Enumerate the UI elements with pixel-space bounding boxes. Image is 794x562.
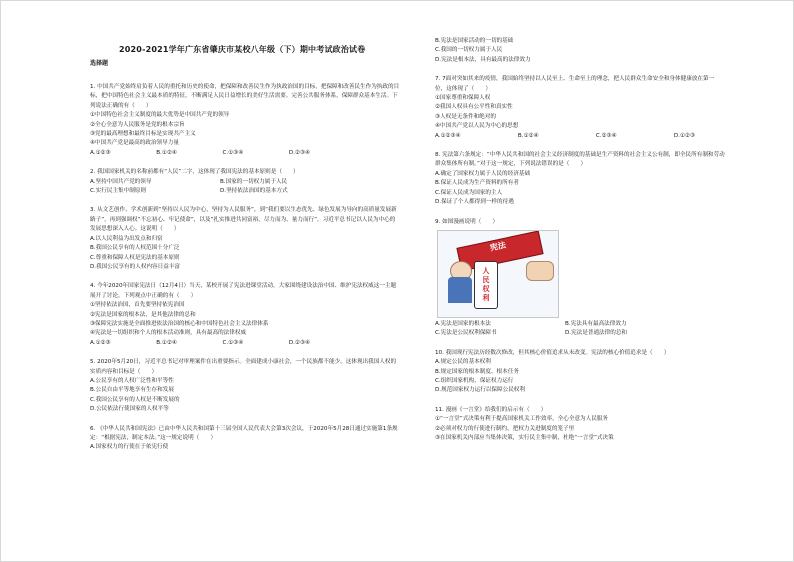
option: ②必须对权力的行使进行制约，把权力关进制度的笼子里: [435, 425, 575, 432]
choice-b[interactable]: B.规定国家的根本制度、根本任务: [435, 368, 519, 375]
choice-d[interactable]: D.宪法是普通法律的总和: [565, 330, 628, 337]
question-stem: 4. 今年2020年国家宪法日（12月4日）当天，某校开展了宪法进课堂活动，大家围绕建设法治中国、维护宪法权威这一主题展开了讨论。下列观点中正确的有（ ）: [90, 283, 397, 299]
right-column: [435, 37, 725, 443]
book-label: 宪法: [489, 240, 507, 253]
question-stem: 6. 《中华人民共和国宪法》已由中华人民共和国第十三届全国人民代表大会第3次会议，于2020年5月28日通过实施第1条规定：“根据宪法，制定本法。”这一规定说明（ ）: [90, 425, 398, 441]
choice-c[interactable]: C.②③④: [595, 132, 617, 139]
option: ①中国特色社会主义制度的最大优势是中国共产党的领导: [90, 112, 230, 119]
choice-b[interactable]: B.保证人民成为生产资料的所有者: [435, 180, 519, 187]
question-10: [435, 349, 725, 396]
question-11: [435, 406, 725, 444]
choice-b[interactable]: B.公民自由平等地享有生存和发展: [90, 387, 174, 394]
option: ②我国人权具有公平性和真实性: [435, 104, 513, 111]
question-4: [90, 282, 400, 348]
option-row: [435, 320, 695, 329]
choice-c[interactable]: C.尊重和保障人权是宪法的基本原则: [90, 254, 180, 261]
left-column: [90, 83, 400, 453]
option: ④宪法是一切组织和个人的根本活动准则，具有最高的法律权威: [90, 330, 247, 337]
choice-c[interactable]: C.宪法是公民权利保障书: [435, 330, 497, 337]
option: ③党的最高理想和最终目标是实现共产主义: [90, 131, 196, 138]
sign-char: 权: [482, 284, 490, 293]
sign-char: 人: [482, 266, 490, 275]
question-stem: 1. 中国共产党始终肩负着人民的重托和历史的使命，把保障和改善民生作为执政治国的目标，把保障和改善民生作为执政的目标，把中国特色社会主义最本质的特征，不断满足人民日益增长的美好生活需要。完善公共服务体系，保障群众基本生活。下列说法正确的有（ ）: [90, 84, 400, 109]
hand-icon: [526, 261, 554, 281]
choice-a[interactable]: A.以人民利益为出发点和归宿: [90, 235, 163, 242]
option: ④中国共产党是最高的政治领导力量: [90, 140, 179, 147]
question-stem: 3. 从文艺创作、学术创新到“坚持以人民为中心，坚持为人民服务”，到“我们要以生态优先、绿色发展为导向的高质量发展新路子”，再到强调权“不忘初心、牢记使命”，以及“扎实推进共同富裕，尽力而为、量力而行”，习近平总书记以人民为中心的发展思想深入人心。这说明（ ）: [90, 207, 397, 233]
choice-a[interactable]: A.①②③④: [435, 132, 461, 139]
option: ①“一言堂”式决策有利于提高国家机关工作效率，全心全意为人民服务: [435, 416, 609, 423]
choice-d[interactable]: D.我国公民享有的人权内容日益丰富: [90, 263, 180, 270]
page-title: 2020-2021学年广东省肇庆市某校八年级（下）期中考试政治试卷: [119, 45, 366, 54]
choice-a[interactable]: A.宪法是国家的根本法: [435, 320, 491, 327]
rights-sign: [474, 261, 498, 309]
choice-a[interactable]: A.确定了国家权力属于人民的经济基础: [435, 170, 531, 177]
question-5: [90, 358, 400, 414]
question-7: [435, 75, 725, 141]
child-body-icon: [448, 277, 472, 303]
section-heading: 选择题: [90, 60, 109, 67]
choice-d[interactable]: D.②③④: [288, 149, 310, 156]
choice-c[interactable]: C.①③④: [222, 149, 244, 156]
question-stem: 2. 我国国家机关的名称前都有“人民”二字，这体现了我国宪法的基本原则是（ ）: [90, 169, 299, 176]
question-1: [90, 83, 400, 158]
answer-choices: [90, 149, 310, 158]
question-3: [90, 206, 400, 272]
choice-d[interactable]: D.规范国家权力运行以保障公民权利: [435, 387, 525, 394]
choice-a[interactable]: A.①②③: [90, 339, 111, 346]
choice-a[interactable]: A.公民享有的人权广泛性和平等性: [90, 377, 174, 384]
question-9: [435, 218, 725, 339]
choice-c[interactable]: C.保证人民成为国家的主人: [435, 189, 503, 196]
option: ③人权是无条件和绝对的: [435, 113, 496, 120]
option: ①坚持依法治国，首先要坚持依宪治国: [90, 302, 185, 309]
option-row: [90, 187, 350, 196]
choice-d[interactable]: D.①②③: [673, 132, 695, 139]
choice-b[interactable]: B.宪法具有最高法律效力: [565, 320, 627, 327]
question-stem: 5. 2020年5月20日，习近平总书记对审理案件在出重要指示。全面建成小康社会，一个民族都不能少。这体现出我国人权的实质内容和目标是（ ）: [90, 359, 397, 375]
choice-c[interactable]: C.我国的一切权力属于人民: [435, 47, 503, 54]
choice-c[interactable]: C.我国公民享有的人权是不断发展的: [90, 396, 180, 403]
question-stem: 7. 7面对突如其来的疫情，我国始终坚持以人民至上、生命至上的理念，把人民群众生命安全和身体健康放在第一位，这体现了（ ）: [435, 76, 715, 92]
answer-choices: [90, 339, 310, 348]
question-8: [435, 151, 725, 207]
choice-d[interactable]: D.坚持依法治国的基本方式: [220, 188, 288, 195]
question-6: [90, 425, 400, 453]
option: ③在国家机关内部应当集体决策，实行民主集中制，杜绝“一言堂”式决策: [435, 434, 614, 441]
choice-d[interactable]: D.公民依法行使国家的人权平等: [90, 406, 169, 413]
choice-d[interactable]: D.保证了个人都得到一样的待遇: [435, 199, 514, 206]
choice-b[interactable]: B.①②④: [156, 339, 177, 346]
option: ①国家尊重和保障人权: [435, 95, 491, 102]
choice-a[interactable]: A.规定公民的基本权利: [435, 359, 491, 366]
sign-char: 民: [482, 275, 490, 284]
question-stem: 8. 宪法第六条规定：“中华人民共和国的社会主义经济制度的基础是生产资料的社会主义公有制，即全民所有制和劳动群众集体所有制。”对于这一规定，下列说法错误的是（ ）: [435, 152, 725, 168]
choice-a[interactable]: A.国家权力的行使在于依宪行使: [90, 444, 169, 451]
choice-d[interactable]: D.宪法是根本法，具有最高的法律效力: [435, 56, 531, 63]
choice-d[interactable]: D.②③④: [288, 339, 310, 346]
option: ④中国共产党以人民为中心的思想: [435, 123, 519, 130]
choice-b[interactable]: B.①②④: [156, 149, 177, 156]
question-stem: 9. 如图漫画说明（ ）: [435, 218, 499, 225]
choice-a[interactable]: A.①②③: [90, 149, 111, 156]
choice-b[interactable]: B.①②④: [517, 132, 539, 139]
question-2: [90, 168, 400, 196]
choice-b[interactable]: B.国家的一切权力属于人民: [220, 178, 288, 185]
choice-c[interactable]: C.组织国家机构，保证权力运行: [435, 377, 514, 384]
option-row: [90, 178, 350, 187]
sign-char: 利: [482, 293, 490, 302]
option: ③保障宪法实施是全面推进依法治国的核心和中国特色社会主义法律体系: [90, 320, 269, 327]
choice-b[interactable]: B.宪法是国家活动的一切的基础: [435, 38, 514, 44]
choice-c[interactable]: C.①③④: [222, 339, 244, 346]
question-stem: 10. 我国现行宪法历经数次修改，但其核心价值追求从未改变。宪法的核心价值追求是（ ）: [435, 349, 670, 356]
choice-a[interactable]: A.坚持中国共产党的领导: [90, 178, 152, 185]
choice-c[interactable]: C.实行民主集中制原则: [90, 188, 147, 195]
choice-b[interactable]: B.我国公民享有的人权范围十分广泛: [90, 245, 180, 252]
option-row: [435, 329, 695, 338]
answer-choices: [435, 132, 695, 141]
option: ②全心全意为人民服务是党的根本宗旨: [90, 121, 185, 128]
cartoon-figure: [437, 230, 559, 318]
option: ②宪法是国家的根本法，是其他法律的总和: [90, 311, 196, 318]
question-stem: 11. 漫画《一言堂》给我们的启示有（ ）: [435, 406, 547, 413]
